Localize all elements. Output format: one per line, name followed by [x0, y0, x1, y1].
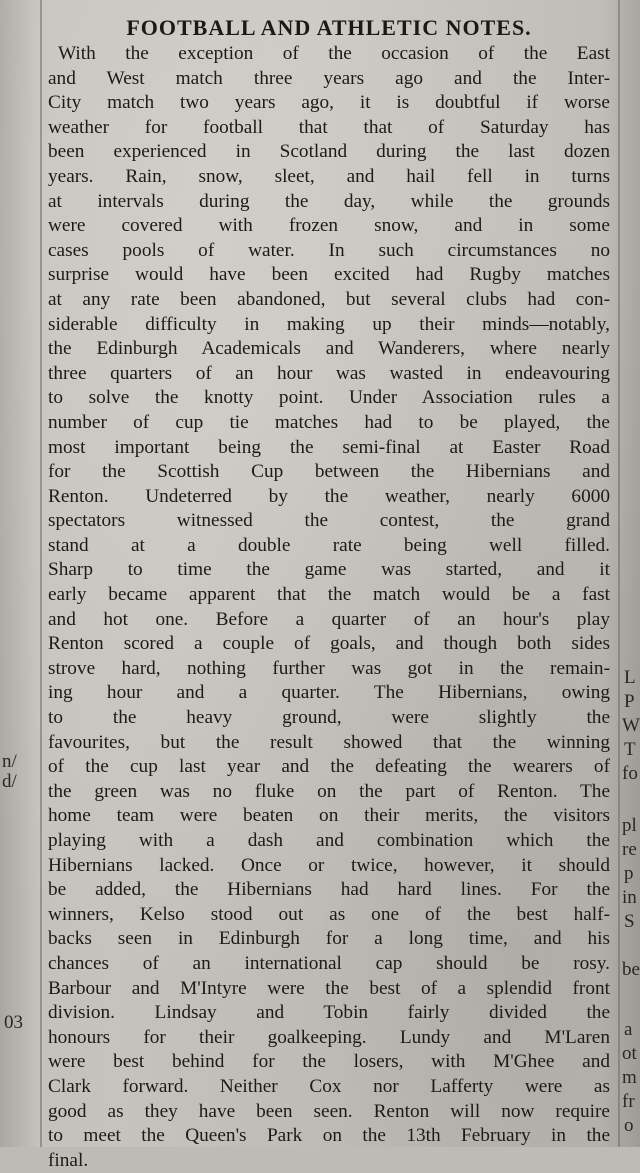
- article-line: surprise would have been excited had Rugby matches: [48, 264, 610, 286]
- article-line: the Edinburgh Academicals and Wanderers, where nearly: [48, 338, 610, 360]
- article-line: be added, the Hibernians had hard lines. For the: [48, 879, 610, 901]
- article-line: at intervals during the day, while the grounds: [48, 190, 610, 212]
- right-fragment: S: [624, 911, 635, 932]
- right-fragment: m: [622, 1067, 637, 1088]
- right-fragment: P: [624, 691, 635, 712]
- article-line: were covered with frozen snow, and in some: [48, 215, 610, 237]
- left-fragment: d/: [2, 771, 17, 792]
- article-line: three quarters of an hour was wasted in endeavouring: [48, 362, 610, 384]
- article-line: strove hard, nothing further was got in the remain-: [48, 657, 610, 679]
- article: [48, 14, 610, 1173]
- column-rule-left: [40, 0, 42, 1147]
- right-fragment: L: [624, 667, 636, 688]
- article-line: favourites, but the result showed that the winning: [48, 731, 610, 753]
- article-line: Sharp to time the game was started, and it: [48, 559, 610, 581]
- article-line: chances of an international cap should be rosy.: [48, 952, 610, 974]
- article-line: Hibernians lacked. Once or twice, however, it should: [48, 854, 610, 876]
- article-line: backs seen in Edinburgh for a long time, and his: [48, 928, 610, 950]
- article-line: to the heavy ground, were slightly the: [48, 707, 610, 729]
- article-line: of the cup last year and the defeating the wearers of: [48, 756, 610, 778]
- article-line: to meet the Queen's Park on the 13th February in the: [48, 1125, 610, 1147]
- article-line: siderable difficulty in making up their minds—notably,: [48, 313, 610, 335]
- article-line: honours for their goalkeeping. Lundy and M'Laren: [48, 1026, 610, 1048]
- article-headline: FOOTBALL AND ATHLETIC NOTES.: [126, 15, 532, 40]
- article-line: final.: [48, 1149, 89, 1171]
- right-fragment: p: [624, 863, 634, 884]
- left-fragment: 03: [4, 1012, 23, 1033]
- article-line: winners, Kelso stood out as one of the best half-: [48, 903, 610, 925]
- article-line: good as they have been seen. Renton will now require: [48, 1100, 610, 1122]
- right-fragment: T: [624, 739, 636, 760]
- right-fragment: a: [624, 1019, 633, 1040]
- article-line: playing with a dash and combination which the: [48, 830, 610, 851]
- left-fragment: n/: [2, 751, 17, 772]
- article-line: at any rate been abandoned, but several clubs had con-: [48, 288, 610, 310]
- column-rule-right: [618, 0, 620, 1147]
- article-line: cases pools of water. In such circumstances no: [48, 239, 610, 261]
- article-line: and West match three years ago and the Inter-: [48, 67, 610, 89]
- article-line: ing hour and a quarter. The Hibernians, owing: [48, 682, 610, 704]
- article-line: spectators witnessed the contest, the grand: [48, 510, 610, 532]
- article-line: home team were beaten on their merits, the visitors: [48, 805, 610, 827]
- article-line: With the exception of the occasion of the East: [58, 43, 610, 64]
- right-fragment: in: [622, 887, 637, 908]
- article-line: Barbour and M'Intyre were the best of a splendid front: [48, 977, 610, 999]
- right-fragment: be: [622, 959, 640, 980]
- article-line: stand at a double rate being well filled.: [48, 534, 610, 556]
- article-line: Renton scored a couple of goals, and though both sides: [48, 633, 610, 655]
- article-line: early became apparent that the match would be a fast: [48, 584, 610, 606]
- article-line: and hot one. Before a quarter of an hour's play: [48, 608, 610, 630]
- right-fragment: ot: [622, 1043, 637, 1064]
- article-body: [48, 42, 610, 1173]
- article-line: Renton. Undeterred by the weather, nearly 6000: [48, 485, 610, 507]
- right-fragment: o: [624, 1115, 634, 1136]
- right-fragment: W: [622, 715, 640, 736]
- right-fragment: re: [622, 839, 637, 860]
- article-line: been experienced in Scotland during the last dozen: [48, 141, 610, 163]
- article-line: to solve the knotty point. Under Association rules a: [48, 387, 610, 409]
- article-line: most important being the semi-final at Easter Road: [48, 436, 610, 458]
- right-fragment: fo: [622, 763, 638, 784]
- article-line: the green was no fluke on the part of Renton. The: [48, 780, 610, 802]
- article-line: years. Rain, snow, sleet, and hail fell in turns: [48, 165, 610, 187]
- article-line: weather for football that that of Saturday has: [48, 116, 610, 138]
- article-line: were best behind for the losers, with M'Ghee and: [48, 1051, 610, 1073]
- article-line: Clark forward. Neither Cox nor Lafferty were as: [48, 1075, 610, 1097]
- right-fragment: pl: [622, 815, 637, 836]
- right-fragment: fr: [622, 1091, 635, 1112]
- article-line: City match two years ago, it is doubtful if worse: [48, 92, 610, 114]
- article-line: division. Lindsay and Tobin fairly divided the: [48, 1002, 610, 1024]
- article-line: number of cup tie matches had to be played, the: [48, 411, 610, 433]
- article-line: for the Scottish Cup between the Hibernians and: [48, 461, 610, 483]
